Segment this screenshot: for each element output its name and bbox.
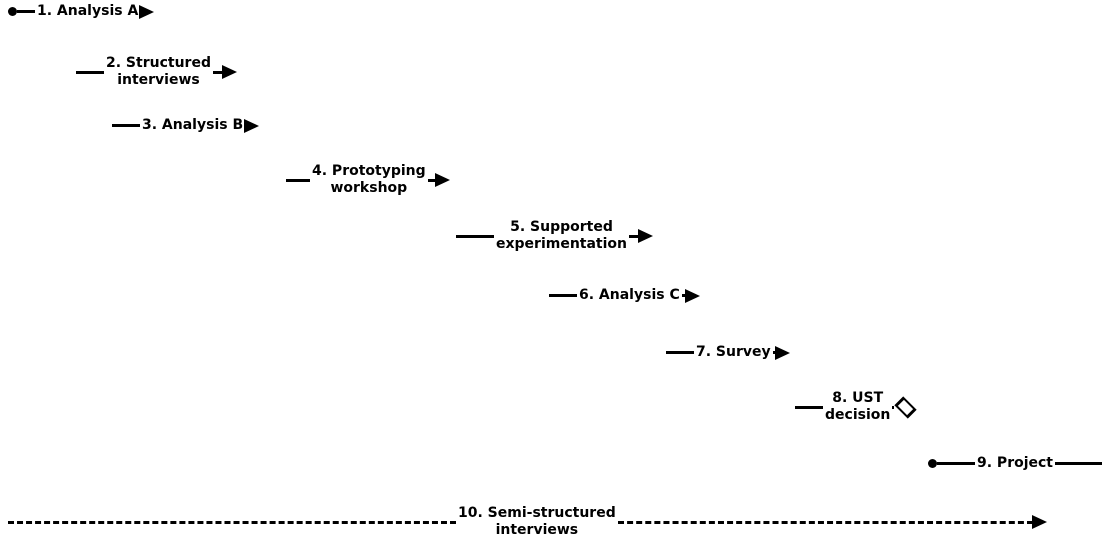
step-label: 5. Supported experimentation [496, 219, 628, 252]
arrowhead-icon [775, 346, 790, 360]
arrowhead-icon [139, 5, 154, 19]
start-dot-icon [928, 459, 937, 468]
timeline-step-4[interactable] [286, 163, 450, 197]
lead-line [666, 351, 694, 354]
lead-line [8, 521, 456, 524]
arrowhead-icon [685, 289, 700, 303]
start-dot-icon [8, 7, 17, 16]
step-label: 3. Analysis B [142, 117, 244, 133]
lead-line [76, 71, 104, 74]
step-label: 4. Prototyping workshop [312, 163, 426, 196]
trail-line [618, 521, 1033, 524]
step-label: 7. Survey [696, 344, 771, 360]
timeline-step-3[interactable] [112, 117, 259, 134]
step-label: 6. Analysis C [579, 287, 680, 303]
lead-line [549, 294, 577, 297]
timeline-step-2[interactable] [76, 55, 237, 89]
lead-line [286, 179, 310, 182]
timeline-step-6[interactable] [549, 287, 700, 304]
timeline-step-8[interactable] [795, 390, 915, 424]
lead-line [795, 406, 823, 409]
step-label: 10. Semi-structured interviews [458, 505, 616, 538]
trail-line [892, 406, 894, 409]
decision-diamond-icon [895, 396, 917, 418]
arrowhead-icon [1032, 515, 1047, 529]
lead-line [937, 462, 975, 465]
timeline-step-1[interactable] [8, 3, 154, 20]
arrowhead-icon [244, 119, 259, 133]
step-label: 1. Analysis A [37, 3, 139, 19]
lead-line [17, 10, 35, 13]
step-label: 2. Structured interviews [106, 55, 211, 88]
step-label: 8. UST decision [825, 390, 891, 423]
timeline-step-9[interactable] [928, 455, 1102, 472]
timeline-step-10[interactable] [8, 505, 1047, 539]
arrowhead-icon [435, 173, 450, 187]
timeline-step-7[interactable] [666, 344, 790, 361]
timeline-step-5[interactable] [456, 219, 653, 253]
step-label: 9. Project [977, 455, 1054, 471]
arrowhead-icon [222, 65, 237, 79]
lead-line [456, 235, 494, 238]
trail-line [1055, 462, 1102, 465]
arrowhead-icon [638, 229, 653, 243]
lead-line [112, 124, 140, 127]
